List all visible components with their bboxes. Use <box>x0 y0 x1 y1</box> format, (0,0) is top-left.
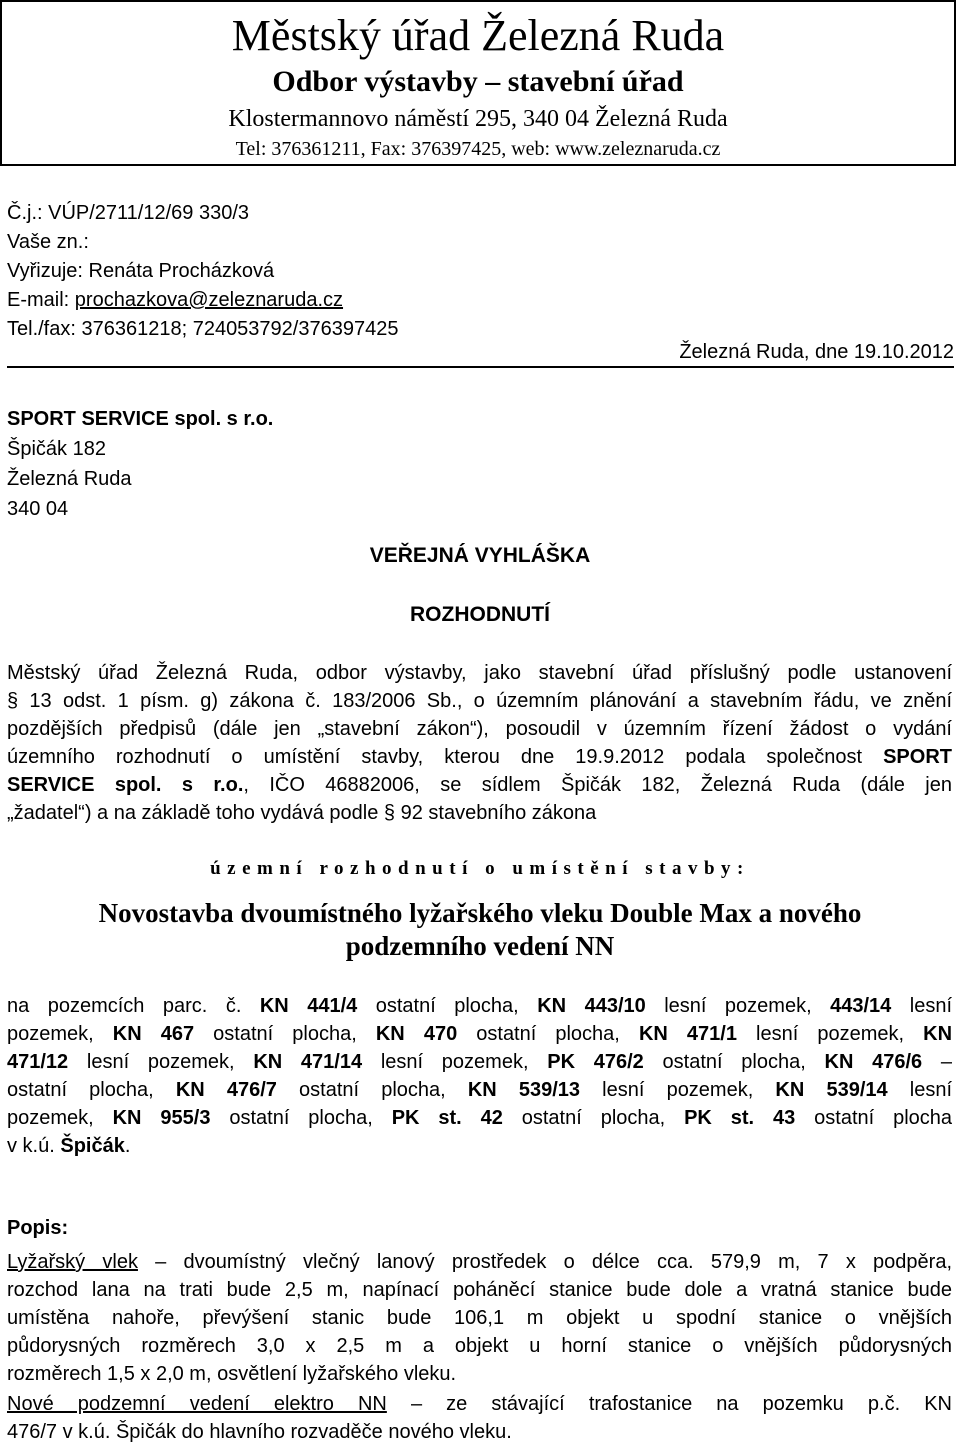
office-address: Klostermannovo náměstí 295, 340 04 Železná Ruda <box>228 106 728 132</box>
description-text: – dvoumístný vlečný lanový prostředek o délce cca. 579,9 m, 7 x podpěra, <box>137 1251 953 1273</box>
parcel-number: KN 476/6 <box>824 1051 923 1073</box>
intro-line <box>7 771 952 799</box>
phone-fax: Tel./fax: 376361218; 724053792/376397425 <box>7 318 399 340</box>
parcel-line <box>7 992 952 1020</box>
parcel-number: KN 471/1 <box>638 1023 737 1045</box>
parcel-type: ostatní plocha, <box>643 1051 825 1073</box>
parcel-type: ostatní plocha <box>795 1107 953 1129</box>
reference-number: Č.j.: VÚP/2711/12/69 330/3 <box>7 202 250 224</box>
parcel-type: lesní <box>891 995 953 1017</box>
parcel-number: KN 539/14 <box>775 1079 888 1101</box>
description-line: umístěna nahoře, převýšení stanic bude 106,1 m objekt u spodní stanice o vnějších <box>7 1307 952 1329</box>
parcel-type: pozemek, <box>7 1023 113 1045</box>
project-title <box>0 897 960 963</box>
intro-company-part: SERVICE spol. s r.o. <box>7 774 244 796</box>
parcel-number: KN 955/3 <box>112 1107 211 1129</box>
recipient-street: Špičák 182 <box>7 438 106 460</box>
parcel-number: KN 443/10 <box>537 995 646 1017</box>
description-line <box>7 1248 952 1276</box>
parcel-type: . <box>124 1135 131 1157</box>
parcel-number: KN 476/7 <box>175 1079 277 1101</box>
office-title: Městský úřad Železná Ruda <box>231 11 725 60</box>
parcel-type: lesní <box>887 1079 953 1101</box>
power-line-paragraph <box>7 1390 952 1446</box>
intro-line: Městský úřad Železná Ruda, odbor výstavby, jako stavební úřad příslušný podle ustanovení <box>7 662 952 684</box>
parcel-type: v k.ú. <box>7 1135 61 1157</box>
parcel-type: ostatní plocha, <box>7 1079 176 1101</box>
recipient-address <box>7 404 273 524</box>
power-line-line <box>7 1390 952 1418</box>
parcel-type: ostatní plocha, <box>357 995 538 1017</box>
intro-line <box>7 743 952 771</box>
parcel-type: lesní pozemek, <box>645 995 831 1017</box>
email-label: E-mail: <box>7 289 75 311</box>
parcel-number: 471/12 <box>7 1051 69 1073</box>
letterhead-box <box>0 0 956 166</box>
document-type: VEŘEJNÁ VYHLÁŠKA <box>369 544 591 567</box>
parcel-number: 443/14 <box>830 995 892 1017</box>
decision-spaced-heading: územní rozhodnutí o umístění stavby: <box>210 858 750 879</box>
power-line-label: Nové podzemní vedení elektro NN <box>7 1393 387 1415</box>
parcel-number: PK 476/2 <box>547 1051 644 1073</box>
description-line: půdorysných rozměrech 3,0 x 2,5 m a objekt u horní stanice o vnějších půdorysných <box>7 1335 952 1357</box>
parcel-line <box>7 1132 952 1160</box>
parcel-type: – <box>922 1051 953 1073</box>
parcel-number: KN 467 <box>112 1023 195 1045</box>
intro-line: § 13 odst. 1 písm. g) zákona č. 183/2006 Sb., o územním plánování a stavebním řádu, ve znění <box>7 690 952 712</box>
parcel-type: pozemek, <box>7 1107 113 1129</box>
description-line: rozměrech 1,5 x 2,0 m, osvětlení lyžařského vleku. <box>7 1363 457 1385</box>
recipient-zip: 340 04 <box>7 498 69 520</box>
parcel-number: PK st. 43 <box>684 1107 796 1129</box>
parcel-line <box>7 1048 952 1076</box>
recipient-city: Železná Ruda <box>7 468 132 490</box>
project-title-line: podzemního vedení NN <box>345 931 615 961</box>
description-label: Popis: <box>7 1217 69 1239</box>
parcel-number: KN 470 <box>375 1023 458 1045</box>
email-line <box>7 286 398 315</box>
decision-heading: ROZHODNUTÍ <box>410 603 550 626</box>
ski-lift-label: Lyžařský vlek <box>7 1251 138 1273</box>
intro-text: , IČO 46882006, se sídlem Špičák 182, Železná Ruda (dále jen <box>243 774 952 796</box>
parcel-type: ostatní plocha, <box>502 1107 685 1129</box>
description-line: rozchod lana na trati bude 2,5 m, napínací poháněcí stanice bude dole a vratná stanice bude <box>7 1279 952 1301</box>
intro-text: územního rozhodnutí o umístění stavby, kterou dne 19.9.2012 podala společnost <box>7 746 884 768</box>
parcel-number: KN 441/4 <box>259 995 358 1017</box>
date-line: Železná Ruda, dne 19.10.2012 <box>7 338 954 368</box>
parcel-number: KN 471/14 <box>253 1051 363 1073</box>
reference-block <box>7 199 398 344</box>
parcel-type: lesní pozemek, <box>362 1051 548 1073</box>
parcel-prefix: na pozemcích parc. č. <box>7 995 260 1017</box>
power-line-line: 476/7 v k.ú. Špičák do hlavního rozvaděče nového vleku. <box>7 1421 512 1443</box>
parcel-number: KN 539/13 <box>467 1079 581 1101</box>
intro-line: pozdějších předpisů (dále jen „stavební zákon“), posoudil v územním řízení žádost o vydání <box>7 718 952 740</box>
parcel-number: Špičák <box>60 1135 125 1157</box>
parcel-type: ostatní plocha, <box>210 1107 392 1129</box>
parcel-line <box>7 1104 952 1132</box>
parcel-line <box>7 1076 952 1104</box>
intro-line: „žadatel“) a na základě toho vydává podle § 92 stavebního zákona <box>7 802 597 824</box>
parcel-type: ostatní plocha, <box>457 1023 639 1045</box>
parcel-number: PK st. 42 <box>391 1107 503 1129</box>
department-title: Odbor výstavby – stavební úřad <box>272 65 684 98</box>
parcel-number: KN <box>923 1023 953 1045</box>
handled-by: Vyřizuje: Renáta Procházková <box>7 260 275 282</box>
parcel-type: ostatní plocha, <box>194 1023 376 1045</box>
parcel-type: ostatní plocha, <box>276 1079 468 1101</box>
power-line-text: – ze stávající trafostanice na pozemku p.č. KN <box>386 1393 952 1415</box>
your-reference: Vaše zn.: <box>7 231 89 253</box>
parcel-line <box>7 1020 952 1048</box>
email-link[interactable]: prochazkova@zeleznaruda.cz <box>74 289 344 311</box>
project-title-line: Novostavba dvoumístného lyžařského vleku Double Max a nového <box>98 898 862 928</box>
description-paragraph <box>7 1248 952 1388</box>
parcels-paragraph <box>7 992 952 1160</box>
parcel-type: lesní pozemek, <box>736 1023 924 1045</box>
parcel-type: lesní pozemek, <box>580 1079 776 1101</box>
office-contact: Tel: 376361211, Fax: 376397425, web: www.zeleznaruda.cz <box>235 138 721 160</box>
recipient-company: SPORT SERVICE spol. s r.o. <box>7 408 274 430</box>
intro-paragraph <box>7 659 952 827</box>
parcel-type: lesní pozemek, <box>68 1051 254 1073</box>
intro-company-part: SPORT <box>883 746 952 768</box>
